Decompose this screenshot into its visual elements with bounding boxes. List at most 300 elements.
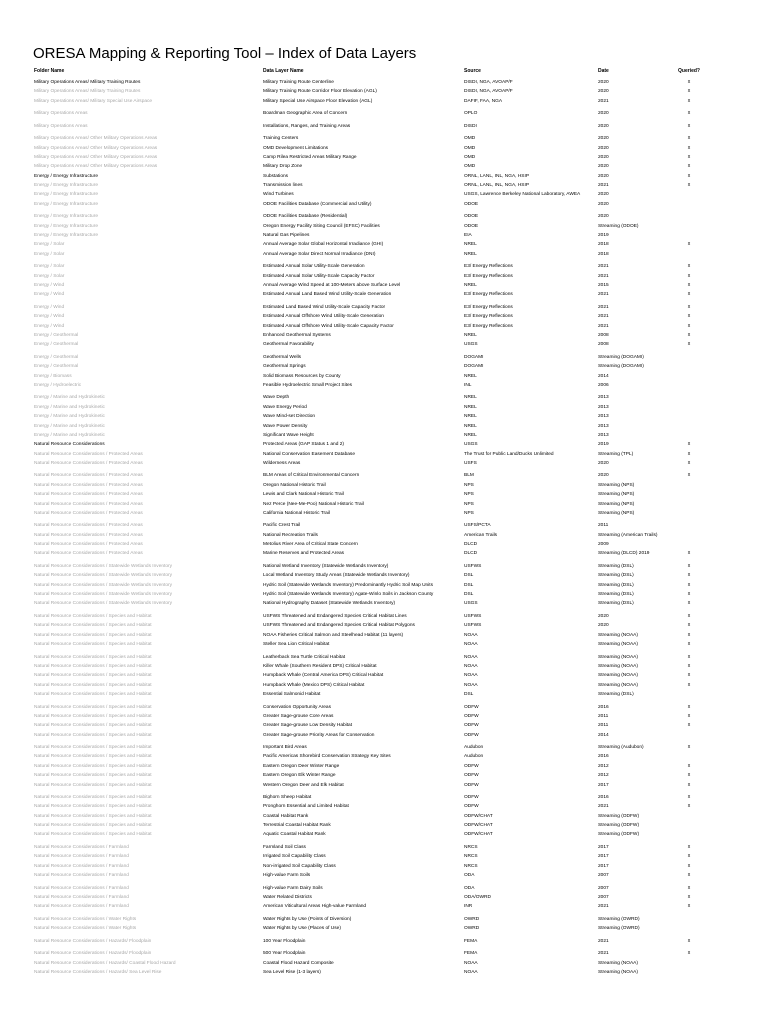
source-cell: EIA: [464, 233, 472, 239]
source-cell: ODFW/CHAT: [464, 813, 493, 819]
folder-name-cell: Natural Resource Considerations / Water Rights: [34, 926, 137, 932]
source-cell: USGS: [464, 342, 478, 348]
data-layer-name-cell: Essential Salmonid Habitat: [263, 691, 321, 697]
folder-name-cell: Natural Resource Considerations / Species and Habitat: [34, 795, 152, 801]
data-layer-name-cell: Estimated Annual Solar Utility-Scale Capacity Factor: [263, 273, 375, 279]
table-row: [0, 262, 770, 271]
folder-name-cell: Natural Resource Considerations / Protected Areas: [34, 551, 143, 557]
folder-name-cell: Natural Resource Considerations / Protected Areas: [34, 532, 143, 538]
date-cell: 2008: [598, 342, 609, 348]
source-cell: OWRD: [464, 926, 480, 932]
data-layer-name-cell: Wilderness Areas: [263, 460, 301, 466]
data-layer-name-cell: Coastal Habitat Rank: [263, 813, 309, 819]
table-row: [0, 97, 770, 106]
header-date: Date: [598, 68, 609, 74]
folder-name-cell: Natural Resource Considerations / Protected Areas: [34, 492, 143, 498]
table-row: [0, 549, 770, 558]
queried-cell: x: [687, 844, 691, 850]
data-layer-name-cell: Nez Perce (Nee-Me-Poo) National Historic Trail: [263, 501, 364, 507]
table-row: [0, 109, 770, 118]
folder-name-cell: Natural Resource Considerations / Species and Habitat: [34, 642, 152, 647]
source-cell: USGS: [464, 442, 478, 448]
folder-name-cell: Natural Resource Considerations / Species and Habitat: [34, 673, 152, 679]
data-layer-table: [0, 78, 770, 1024]
data-layer-name-cell: Estimated Annual Land Based Wind Utility-Scale Generation: [263, 292, 392, 298]
source-cell: NOAA: [464, 642, 478, 647]
queried-cell: x: [687, 263, 691, 270]
folder-name-cell: Natural Resource Considerations / Species and Habitat: [34, 763, 152, 769]
data-layer-name-cell: Farmland Soil Class: [263, 845, 306, 850]
folder-name-cell: Energy / Energy Infrastructure: [34, 173, 98, 179]
folder-name-cell: Energy / Geothermal: [34, 332, 79, 338]
source-cell: USFWS: [464, 564, 482, 569]
data-layer-name-cell: Estimated Annual Solar Utility-Scale Generation: [263, 264, 365, 270]
queried-cell: x: [687, 79, 691, 85]
date-cell: 2020: [598, 460, 609, 466]
source-cell: ODA: [464, 873, 475, 879]
folder-name-cell: Military Operations Areas: [34, 111, 88, 117]
date-cell: 2020: [598, 473, 609, 479]
date-cell: 2017: [598, 854, 609, 860]
queried-cell: x: [687, 903, 691, 910]
table-row: [0, 893, 770, 902]
date-cell: 2007: [598, 894, 609, 900]
date-cell: Streaming (NPS): [598, 501, 635, 507]
source-cell: NREL: [464, 414, 477, 420]
data-layer-name-cell: 100 Year Floodplain: [263, 938, 306, 944]
source-cell: DSL: [464, 592, 474, 598]
page-title: ORESA Mapping & Reporting Tool – Index of Data Layers: [33, 45, 417, 62]
table-row: [0, 612, 770, 621]
data-layer-name-cell: OMD Development Limitations: [263, 145, 329, 151]
queried-cell: x: [687, 291, 691, 298]
folder-name-cell: Natural Resource Considerations / Protected Areas: [34, 451, 143, 457]
data-layer-name-cell: Protected Areas (GAP Status 1 and 2): [263, 442, 344, 448]
folder-name-cell: Natural Resource Considerations / Species and Habitat: [34, 632, 152, 638]
table-row: [0, 134, 770, 143]
date-cell: Streaming (NOAA): [598, 663, 638, 669]
data-layer-name-cell: High-value Farm Soils: [263, 873, 311, 879]
date-cell: Streaming (DOGAMI): [598, 354, 644, 360]
queried-cell: x: [687, 744, 691, 751]
folder-name-cell: Natural Resource Considerations / Species and Habitat: [34, 832, 152, 838]
date-cell: 2009: [598, 542, 609, 548]
folder-name-cell: Natural Resource Considerations / Farmland: [34, 873, 129, 879]
table-row: [0, 393, 770, 402]
folder-name-cell: Natural Resource Considerations / Farmland: [34, 863, 129, 869]
source-cell: NOAA: [464, 673, 478, 679]
folder-name-cell: Natural Resource Considerations / Species and Habitat: [34, 732, 152, 738]
folder-name-cell: Natural Resource Considerations / Hazards/ Floodplain: [34, 938, 152, 944]
data-layer-name-cell: Estimated Annual Offshore Wind Utility-Scale Capacity Factor: [263, 323, 394, 329]
queried-cell: x: [687, 794, 691, 801]
source-cell: ODOE: [464, 214, 479, 220]
data-layer-name-cell: Greater Sage-grouse Low Density Habitat: [263, 723, 353, 729]
data-layer-name-cell: NOAA Fisheries Critical Salmon and Steelhead Habitat (11 layers): [263, 632, 404, 638]
folder-name-cell: Energy / Wind: [34, 304, 65, 310]
date-cell: Streaming (DOGAMI): [598, 364, 644, 370]
source-cell: ODFW: [464, 732, 479, 738]
date-cell: 2017: [598, 863, 609, 869]
table-row: [0, 490, 770, 499]
data-layer-name-cell: Hydric Soil (Statewide Wetlands Inventory) Agate-Winlo Soils in Jackson County: [263, 592, 434, 598]
date-cell: 2017: [598, 782, 609, 788]
folder-name-cell: Military Operations Areas: [34, 123, 88, 129]
source-cell: FEMA: [464, 938, 478, 944]
source-cell: NOAA: [464, 654, 478, 660]
date-cell: Streaming (NOAA): [598, 632, 638, 638]
queried-cell: x: [687, 272, 691, 279]
folder-name-cell: Natural Resource Considerations / Farmland: [34, 885, 129, 891]
data-layer-name-cell: National Hydrography Dataset (Statewide Wetlands Inventory): [263, 601, 396, 607]
queried-cell: x: [687, 612, 691, 619]
table-row: [0, 521, 770, 530]
date-cell: 2020: [598, 623, 609, 629]
folder-name-cell: Energy / Energy Infrastructure: [34, 183, 98, 189]
queried-cell: x: [687, 893, 691, 900]
source-cell: E3/ Energy Reflections: [464, 323, 513, 329]
queried-cell: x: [687, 550, 691, 557]
date-cell: 2015: [598, 283, 609, 288]
table-row: [0, 599, 770, 608]
folder-name-cell: Natural Resource Considerations / Species and Habitat: [34, 613, 152, 619]
table-row: [0, 924, 770, 933]
queried-cell: x: [687, 722, 691, 729]
folder-name-cell: Natural Resource Considerations / Statewide Wetlands Inventory: [34, 573, 173, 579]
source-cell: ODOE: [464, 201, 479, 207]
source-cell: ORNL, LANL, INL, NGA, HSIP: [464, 183, 530, 189]
table-row: [0, 802, 770, 811]
source-cell: OMD: [464, 136, 476, 142]
date-cell: Streaming (ODOE): [598, 223, 639, 229]
table-row: [0, 144, 770, 153]
date-cell: Streaming (OWRD): [598, 916, 640, 922]
source-cell: ODOE: [464, 223, 479, 229]
table-row: [0, 459, 770, 468]
source-cell: NRCS: [464, 845, 478, 850]
data-layer-name-cell: National Wetland Inventory (Statewide Wetlands Inventory): [263, 564, 389, 569]
table-row: [0, 181, 770, 190]
table-row: [0, 915, 770, 924]
folder-name-cell: Energy / Marine and Hydrokinetic: [34, 414, 105, 420]
folder-name-cell: Natural Resource Considerations / Species and Habitat: [34, 663, 152, 669]
data-layer-name-cell: Camp Rilea Restricted Areas Military Range: [263, 155, 357, 161]
date-cell: 2020: [598, 613, 609, 619]
source-cell: DLCD: [464, 551, 478, 557]
table-row: [0, 240, 770, 249]
source-cell: Audubon: [464, 745, 484, 751]
data-layer-name-cell: Important Bird Areas: [263, 745, 307, 751]
folder-name-cell: Natural Resource Considerations / Species and Habitat: [34, 745, 152, 751]
date-cell: Streaming (DSL): [598, 592, 634, 598]
queried-cell: x: [687, 97, 691, 104]
queried-cell: x: [687, 884, 691, 891]
table-row: [0, 231, 770, 240]
folder-name-cell: Energy / Solar: [34, 242, 65, 248]
data-layer-name-cell: Sea Level Rise (1-3 layers): [263, 970, 321, 975]
queried-cell: x: [687, 182, 691, 189]
table-row: [0, 662, 770, 671]
date-cell: 2020: [598, 173, 609, 179]
queried-cell: x: [687, 122, 691, 129]
source-cell: Audubon: [464, 754, 484, 760]
date-cell: 2006: [598, 382, 609, 388]
date-cell: 2021: [598, 292, 609, 298]
date-cell: 2021: [598, 904, 609, 910]
table-row: [0, 87, 770, 96]
data-layer-name-cell: Boardman Geographic Area of Concern: [263, 111, 348, 117]
source-cell: NREL: [464, 251, 477, 257]
table-row: [0, 830, 770, 839]
date-cell: 2013: [598, 404, 609, 410]
source-cell: ODFW: [464, 804, 479, 810]
source-cell: NREL: [464, 332, 477, 338]
data-layer-name-cell: Western Oregon Deer and Elk Habitat: [263, 782, 344, 788]
source-cell: E3/ Energy Reflections: [464, 304, 513, 310]
folder-name-cell: Energy / Solar: [34, 273, 65, 279]
source-cell: OMD: [464, 145, 476, 151]
date-cell: 2020: [598, 111, 609, 117]
source-cell: ODFW/CHAT: [464, 832, 493, 838]
table-row: [0, 272, 770, 281]
date-cell: Streaming (ODFW): [598, 832, 640, 838]
queried-cell: x: [687, 88, 691, 95]
date-cell: 2013: [598, 414, 609, 420]
source-cell: NPS: [464, 501, 474, 507]
data-layer-name-cell: ODOE Facilities Database (Residential): [263, 214, 348, 220]
source-cell: NPS: [464, 510, 474, 516]
table-row: [0, 412, 770, 421]
source-cell: E3/ Energy Reflections: [464, 273, 513, 279]
data-layer-name-cell: Water Rights by Use (Places of Use): [263, 926, 341, 932]
date-cell: Streaming (NOAA): [598, 642, 638, 647]
date-cell: 2019: [598, 442, 609, 448]
table-header: [0, 67, 770, 76]
data-layer-name-cell: BLM Areas of Critical Environmental Concern: [263, 473, 360, 479]
source-cell: BLM: [464, 473, 474, 479]
table-row: [0, 781, 770, 790]
source-cell: DOGAMI: [464, 354, 484, 360]
table-row: [0, 500, 770, 509]
folder-name-cell: Natural Resource Considerations / Hazards/ Sea Level Rise: [34, 970, 162, 975]
date-cell: 2020: [598, 192, 609, 198]
queried-cell: x: [687, 672, 691, 679]
date-cell: 2021: [598, 98, 609, 104]
table-row: [0, 862, 770, 871]
data-layer-name-cell: Military Training Route Corridor Floor Elevation (AGL): [263, 89, 377, 95]
date-cell: 2021: [598, 304, 609, 310]
queried-cell: x: [687, 459, 691, 466]
folder-name-cell: Natural Resource Considerations / Protected Areas: [34, 501, 143, 507]
source-cell: E3/ Energy Reflections: [464, 264, 513, 270]
queried-cell: x: [687, 653, 691, 660]
date-cell: Streaming (NOAA): [598, 673, 638, 679]
table-row: [0, 581, 770, 590]
table-row: [0, 562, 770, 571]
table-row: [0, 250, 770, 259]
table-row: [0, 331, 770, 340]
folder-name-cell: Energy / Energy Infrastructure: [34, 233, 98, 239]
table-row: [0, 721, 770, 730]
date-cell: 2021: [598, 273, 609, 279]
table-row: [0, 812, 770, 821]
data-layer-name-cell: Hydric Soil (Statewide Wetlands Inventory) Predominantly Hydric Soil Map Units: [263, 582, 433, 588]
table-row: [0, 712, 770, 721]
folder-name-cell: Natural Resource Considerations / Protected Areas: [34, 542, 143, 548]
date-cell: 2021: [598, 183, 609, 189]
source-cell: ODFW: [464, 704, 479, 710]
source-cell: DISDI, NGA, AVOAP/F: [464, 89, 513, 95]
source-cell: NOAA: [464, 632, 478, 638]
source-cell: USFS/PCTA: [464, 523, 491, 529]
table-row: [0, 403, 770, 412]
folder-name-cell: Natural Resource Considerations / Species and Habitat: [34, 654, 152, 660]
header-queried: Queried?: [678, 68, 700, 74]
data-layer-name-cell: Feasible Hydroelectric Small Project Sites: [263, 382, 353, 388]
date-cell: Streaming (OWRD): [598, 926, 640, 932]
folder-name-cell: Military Operations Areas/ Military Training Routes: [34, 89, 141, 95]
folder-name-cell: Military Operations Areas/ Military Training Routes: [34, 80, 141, 85]
data-layer-name-cell: Local Wetland Inventory Study Areas (Statewide Wetlands Inventory): [263, 573, 410, 579]
date-cell: Streaming (Audubon): [598, 745, 644, 751]
folder-name-cell: Natural Resource Considerations / Protected Areas: [34, 523, 143, 529]
data-layer-name-cell: USFWS Threatened and Endangered Species Critical Habitat Lines: [263, 613, 407, 619]
folder-name-cell: Military Operations Areas/ Military Special Use Airspace: [34, 98, 153, 104]
source-cell: E3/ Energy Reflections: [464, 314, 513, 320]
table-row: [0, 743, 770, 752]
date-cell: 2016: [598, 795, 609, 801]
data-layer-name-cell: Bighorn Sheep Habitat: [263, 795, 312, 801]
table-row: [0, 843, 770, 852]
queried-cell: x: [687, 450, 691, 457]
table-row: [0, 440, 770, 449]
folder-name-cell: Natural Resource Considerations / Protected Areas: [34, 510, 143, 516]
source-cell: DISDI: [464, 123, 477, 129]
source-cell: NOAA: [464, 663, 478, 669]
queried-cell: x: [687, 331, 691, 338]
date-cell: 2020: [598, 80, 609, 85]
table-row: [0, 422, 770, 431]
source-cell: NREL: [464, 373, 477, 379]
date-cell: 2018: [598, 251, 609, 257]
data-layer-name-cell: 500 Year Floodplain: [263, 951, 306, 957]
source-cell: OMD: [464, 164, 476, 170]
queried-cell: x: [687, 591, 691, 598]
folder-name-cell: Energy / Wind: [34, 323, 65, 329]
source-cell: NREL: [464, 283, 477, 288]
folder-name-cell: Natural Resource Considerations / Species and Habitat: [34, 691, 152, 697]
folder-name-cell: Natural Resource Considerations / Protected Areas: [34, 473, 143, 479]
source-cell: NPS: [464, 482, 474, 488]
data-layer-name-cell: Humpback Whale (Central America DPS) Critical Habitat: [263, 673, 384, 679]
table-row: [0, 653, 770, 662]
queried-cell: x: [687, 803, 691, 810]
table-row: [0, 153, 770, 162]
folder-name-cell: Military Operations Areas/ Other Military Operations Areas: [34, 164, 158, 170]
date-cell: 2017: [598, 845, 609, 850]
date-cell: Streaming (DSL): [598, 573, 634, 579]
queried-cell: x: [687, 572, 691, 579]
source-cell: ODA: [464, 885, 475, 891]
queried-cell: x: [687, 144, 691, 151]
data-layer-name-cell: Marine Reserves and Protected Areas: [263, 551, 345, 557]
data-layer-name-cell: Transmission lines: [263, 183, 303, 189]
folder-name-cell: Natural Resource Considerations / Farmland: [34, 894, 129, 900]
table-row: [0, 690, 770, 699]
table-row: [0, 509, 770, 518]
date-cell: 2021: [598, 951, 609, 957]
date-cell: 2013: [598, 395, 609, 401]
date-cell: 2018: [598, 242, 609, 248]
data-layer-name-cell: Military Drop Zone: [263, 164, 303, 170]
table-row: [0, 540, 770, 549]
table-row: [0, 281, 770, 290]
data-layer-name-cell: Leatherback Sea Turtle Critical Habitat: [263, 654, 346, 660]
table-row: [0, 312, 770, 321]
source-cell: DAFIF, FAA, NGA: [464, 98, 503, 104]
folder-name-cell: Energy / Marine and Hydrokinetic: [34, 404, 105, 410]
table-row: [0, 303, 770, 312]
table-row: [0, 621, 770, 630]
data-layer-name-cell: Aquatic Coastal Habitat Rank: [263, 832, 326, 838]
data-layer-name-cell: Military Training Route Centerline: [263, 80, 334, 85]
table-row: [0, 340, 770, 349]
date-cell: 2016: [598, 754, 609, 760]
date-cell: Streaming (NPS): [598, 510, 635, 516]
data-layer-name-cell: Pacific Crest Trail: [263, 523, 301, 529]
folder-name-cell: Natural Resource Considerations / Species and Habitat: [34, 823, 152, 829]
data-layer-name-cell: National Conservation Easement Database: [263, 451, 355, 457]
data-layer-name-cell: Significant Wave Height: [263, 432, 314, 438]
queried-cell: x: [687, 341, 691, 348]
folder-name-cell: Natural Resource Considerations / Species and Habitat: [34, 713, 152, 719]
data-layer-name-cell: Oregon Energy Facility Siting Council (EFSC) Facilities: [263, 223, 380, 229]
folder-name-cell: Energy / Geothermal: [34, 354, 79, 360]
data-layer-name-cell: Non-irrigated Soil Capability Class: [263, 863, 336, 869]
folder-name-cell: Energy / Energy Infrastructure: [34, 223, 98, 229]
table-row: [0, 762, 770, 771]
source-cell: DISDI, NGA, AVOAP/F: [464, 80, 513, 85]
data-layer-name-cell: Annual Average Wind Speed at 100-Meters above Surface Level: [263, 283, 401, 288]
data-layer-name-cell: California National Historic Trail: [263, 510, 330, 516]
table-row: [0, 481, 770, 490]
header-folder-name: Folder Name: [34, 68, 65, 74]
data-layer-name-cell: Annual Average Solar Global Horizontal Irradiance (GHI): [263, 242, 384, 248]
source-cell: OWRD: [464, 916, 480, 922]
date-cell: 2011: [598, 723, 609, 729]
folder-name-cell: Natural Resource Considerations / Species and Habitat: [34, 682, 152, 688]
folder-name-cell: Energy / Energy Infrastructure: [34, 214, 98, 220]
date-cell: 2011: [598, 523, 609, 529]
source-cell: NOAA: [464, 970, 478, 975]
data-layer-name-cell: Terrestrial Coastal Habitat Rank: [263, 823, 331, 829]
source-cell: ODA/OWRD: [464, 894, 491, 900]
data-layer-name-cell: Wave Energy Period: [263, 404, 307, 410]
data-layer-name-cell: Oregon National Historic Trail: [263, 482, 326, 488]
table-row: [0, 212, 770, 221]
queried-cell: x: [687, 322, 691, 329]
date-cell: Streaming (NOAA): [598, 970, 638, 975]
data-layer-name-cell: Pronghorn Essential and Limited Habitat: [263, 804, 349, 810]
folder-name-cell: Energy / Marine and Hydrokinetic: [34, 432, 105, 438]
folder-name-cell: Military Operations Areas/ Other Military Operations Areas: [34, 136, 158, 142]
source-cell: DSL: [464, 582, 474, 588]
folder-name-cell: Natural Resource Considerations / Species and Habitat: [34, 704, 152, 710]
folder-name-cell: Energy / Solar: [34, 251, 65, 257]
source-cell: ORNL, LANL, INL, NGA, HSIP: [464, 173, 530, 179]
date-cell: Streaming (DLCD) 2019: [598, 551, 650, 557]
folder-name-cell: Natural Resource Considerations / Protected Areas: [34, 482, 143, 488]
